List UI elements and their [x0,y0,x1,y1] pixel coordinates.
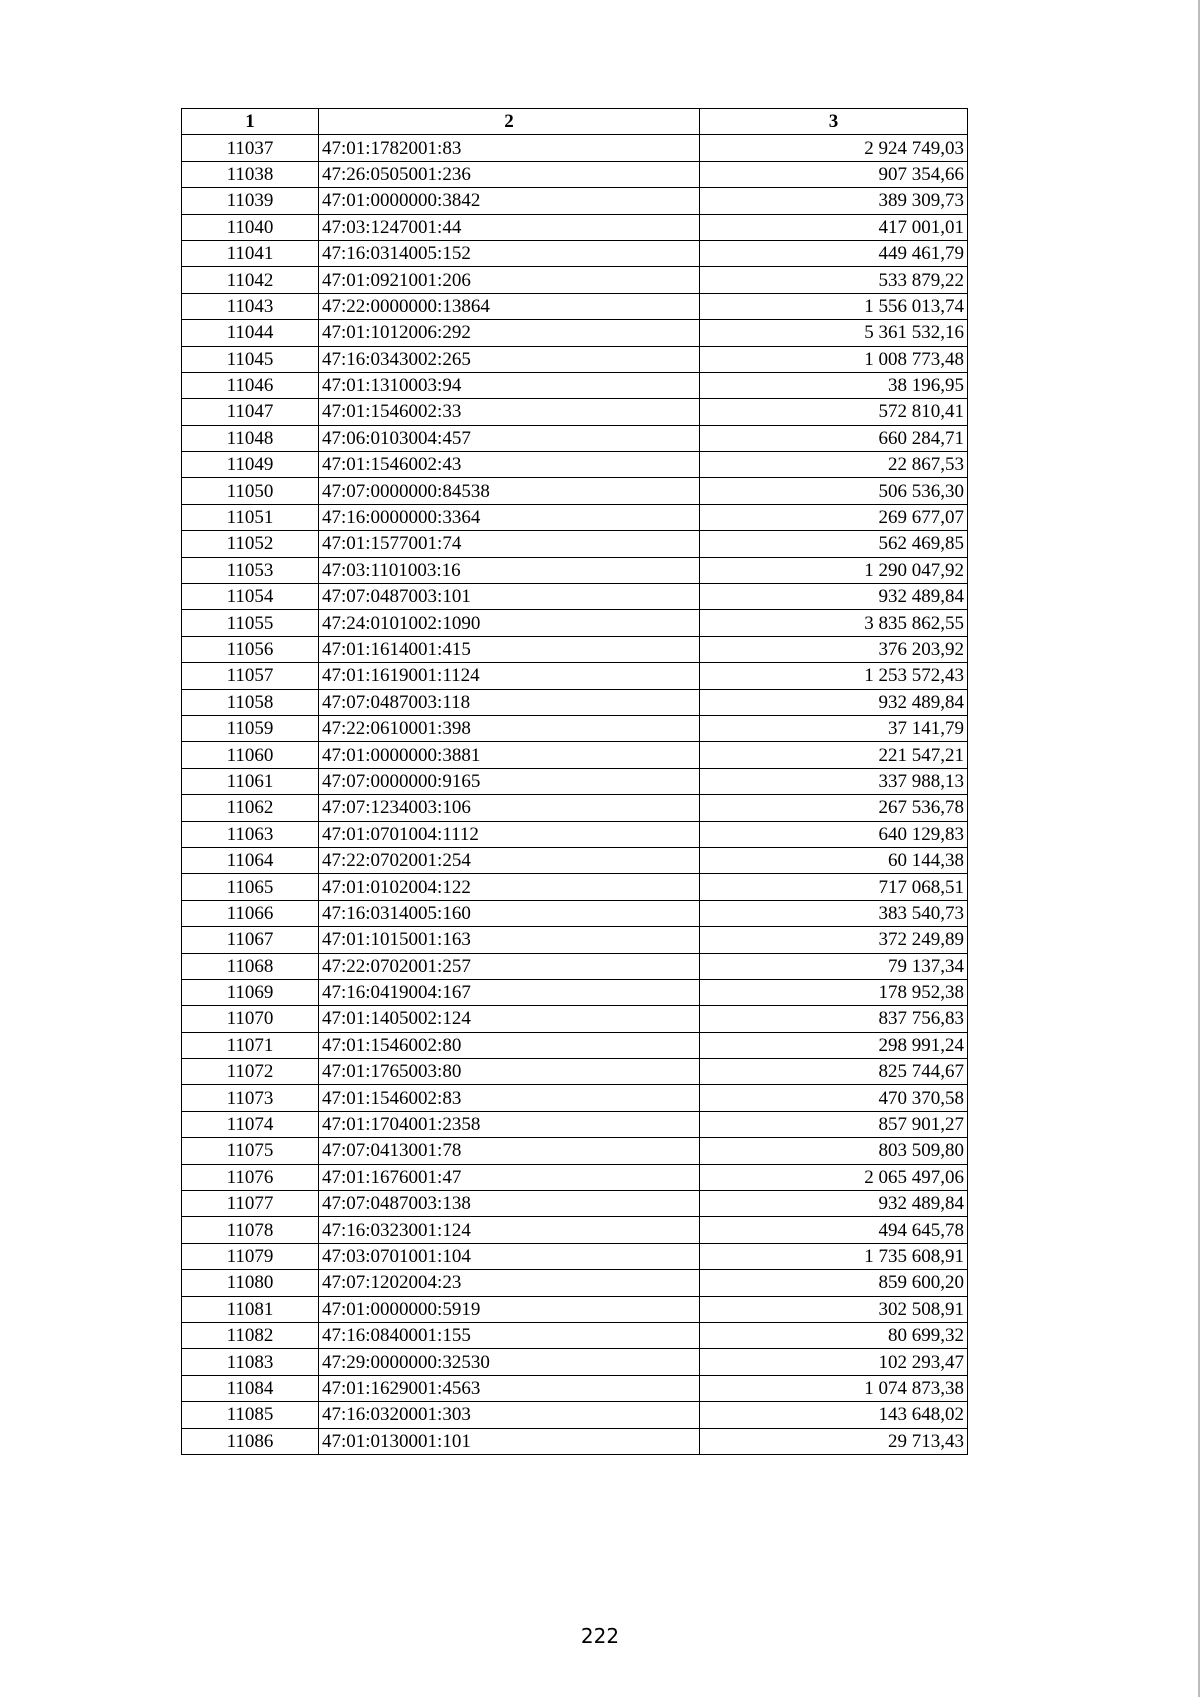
cadastral-value-cell: 803 509,80 [700,1138,968,1164]
cadastral-value-cell: 533 879,22 [700,267,968,293]
cadastral-value-cell: 857 901,27 [700,1111,968,1137]
table-row [182,1138,968,1164]
cadastral-number-cell: 47:07:0487003:101 [319,584,700,610]
row-number-cell: 11070 [182,1006,319,1032]
table-row [182,742,968,768]
cadastral-value-cell: 80 699,32 [700,1322,968,1348]
cadastral-value-cell: 29 713,43 [700,1428,968,1454]
table-row [182,188,968,214]
cadastral-value-cell: 269 677,07 [700,504,968,530]
cadastral-number-cell: 47:01:1629001:4563 [319,1375,700,1401]
cadastral-value-cell: 178 952,38 [700,979,968,1005]
cadastral-value-cell: 3 835 862,55 [700,610,968,636]
cadastral-value-cell: 143 648,02 [700,1402,968,1428]
cadastral-value-cell: 22 867,53 [700,452,968,478]
cadastral-value-cell: 389 309,73 [700,188,968,214]
row-number-cell: 11053 [182,557,319,583]
cadastral-number-cell: 47:07:0000000:9165 [319,768,700,794]
cadastral-value-cell: 1 556 013,74 [700,293,968,319]
cadastral-value-cell: 376 203,92 [700,636,968,662]
cadastral-number-cell: 47:01:0000000:5919 [319,1296,700,1322]
row-number-cell: 11041 [182,240,319,266]
table-row [182,900,968,926]
cadastral-number-cell: 47:22:0610001:398 [319,715,700,741]
cadastral-value-cell: 859 600,20 [700,1270,968,1296]
cadastral-value-cell: 1 290 047,92 [700,557,968,583]
row-number-cell: 11084 [182,1375,319,1401]
cadastral-number-cell: 47:16:0320001:303 [319,1402,700,1428]
cadastral-number-cell: 47:03:0701001:104 [319,1243,700,1269]
table-row [182,531,968,557]
cadastral-value-cell: 825 744,67 [700,1059,968,1085]
cadastral-value-cell: 267 536,78 [700,795,968,821]
cadastral-value-cell: 5 361 532,16 [700,320,968,346]
cadastral-number-cell: 47:07:1234003:106 [319,795,700,821]
table-row [182,557,968,583]
row-number-cell: 11056 [182,636,319,662]
row-number-cell: 11051 [182,504,319,530]
cadastral-number-cell: 47:22:0702001:254 [319,847,700,873]
table-row [182,1164,968,1190]
table-row [182,1349,968,1375]
cadastral-number-cell: 47:01:0000000:3842 [319,188,700,214]
cadastral-number-cell: 47:01:1546002:80 [319,1032,700,1058]
row-number-cell: 11066 [182,900,319,926]
cadastral-number-cell: 47:01:1619001:1124 [319,663,700,689]
table-row [182,927,968,953]
row-number-cell: 11073 [182,1085,319,1111]
cadastral-number-cell: 47:01:0701004:1112 [319,821,700,847]
cadastral-value-cell: 640 129,83 [700,821,968,847]
row-number-cell: 11071 [182,1032,319,1058]
row-number-cell: 11079 [182,1243,319,1269]
cadastral-number-cell: 47:16:0343002:265 [319,346,700,372]
cadastral-value-cell: 449 461,79 [700,240,968,266]
cadastral-number-cell: 47:03:1247001:44 [319,214,700,240]
cadastral-number-cell: 47:07:0487003:138 [319,1191,700,1217]
cadastral-number-cell: 47:03:1101003:16 [319,557,700,583]
cadastral-value-cell: 837 756,83 [700,1006,968,1032]
cadastral-number-cell: 47:16:0419004:167 [319,979,700,1005]
table-row [182,1032,968,1058]
row-number-cell: 11076 [182,1164,319,1190]
cadastral-value-cell: 2 924 749,03 [700,135,968,161]
cadastral-value-table [181,108,968,1455]
table-row [182,636,968,662]
table-row [182,874,968,900]
row-number-cell: 11075 [182,1138,319,1164]
cadastral-value-cell: 298 991,24 [700,1032,968,1058]
cadastral-value-cell: 2 065 497,06 [700,1164,968,1190]
row-number-cell: 11047 [182,399,319,425]
cadastral-number-cell: 47:16:0840001:155 [319,1322,700,1348]
cadastral-value-cell: 221 547,21 [700,742,968,768]
cadastral-number-cell: 47:01:0000000:3881 [319,742,700,768]
cadastral-value-cell: 562 469,85 [700,531,968,557]
row-number-cell: 11078 [182,1217,319,1243]
row-number-cell: 11049 [182,452,319,478]
table-row [182,768,968,794]
cadastral-number-cell: 47:24:0101002:1090 [319,610,700,636]
row-number-cell: 11040 [182,214,319,240]
table-row [182,135,968,161]
cadastral-number-cell: 47:26:0505001:236 [319,161,700,187]
header-col-2: 2 [319,109,700,135]
row-number-cell: 11060 [182,742,319,768]
cadastral-value-cell: 1 074 873,38 [700,1375,968,1401]
cadastral-value-cell: 907 354,66 [700,161,968,187]
table-row [182,1006,968,1032]
cadastral-number-cell: 47:01:1676001:47 [319,1164,700,1190]
row-number-cell: 11054 [182,584,319,610]
cadastral-value-cell: 79 137,34 [700,953,968,979]
cadastral-number-cell: 47:01:0921001:206 [319,267,700,293]
cadastral-value-cell: 383 540,73 [700,900,968,926]
table-row [182,1428,968,1454]
table-row [182,1375,968,1401]
row-number-cell: 11083 [182,1349,319,1375]
cadastral-value-cell: 102 293,47 [700,1349,968,1375]
row-number-cell: 11067 [182,927,319,953]
row-number-cell: 11038 [182,161,319,187]
header-col-1: 1 [182,109,319,135]
table-row [182,452,968,478]
cadastral-number-cell: 47:16:0323001:124 [319,1217,700,1243]
table-row [182,1402,968,1428]
table-row [182,1191,968,1217]
row-number-cell: 11081 [182,1296,319,1322]
cadastral-number-cell: 47:01:1310003:94 [319,372,700,398]
row-number-cell: 11043 [182,293,319,319]
cadastral-number-cell: 47:01:1405002:124 [319,1006,700,1032]
table-row [182,1243,968,1269]
row-number-cell: 11057 [182,663,319,689]
row-number-cell: 11064 [182,847,319,873]
cadastral-number-cell: 47:01:1765003:80 [319,1059,700,1085]
table-row [182,1270,968,1296]
table-row [182,267,968,293]
table-row [182,847,968,873]
cadastral-number-cell: 47:01:1546002:43 [319,452,700,478]
row-number-cell: 11062 [182,795,319,821]
table-header [182,109,968,135]
row-number-cell: 11044 [182,320,319,346]
cadastral-number-cell: 47:16:0314005:152 [319,240,700,266]
cadastral-number-cell: 47:01:0102004:122 [319,874,700,900]
table-row [182,320,968,346]
row-number-cell: 11086 [182,1428,319,1454]
row-number-cell: 11050 [182,478,319,504]
table-row [182,663,968,689]
table-row [182,1111,968,1137]
cadastral-number-cell: 47:07:1202004:23 [319,1270,700,1296]
cadastral-number-cell: 47:16:0000000:3364 [319,504,700,530]
table-row [182,346,968,372]
row-number-cell: 11063 [182,821,319,847]
table-row [182,821,968,847]
cadastral-value-cell: 60 144,38 [700,847,968,873]
table-row [182,372,968,398]
table-row [182,478,968,504]
cadastral-value-cell: 37 141,79 [700,715,968,741]
cadastral-value-cell: 494 645,78 [700,1217,968,1243]
cadastral-value-cell: 1 008 773,48 [700,346,968,372]
cadastral-number-cell: 47:16:0314005:160 [319,900,700,926]
row-number-cell: 11065 [182,874,319,900]
cadastral-number-cell: 47:01:1546002:33 [319,399,700,425]
row-number-cell: 11059 [182,715,319,741]
cadastral-value-cell: 470 370,58 [700,1085,968,1111]
cadastral-number-cell: 47:01:1614001:415 [319,636,700,662]
table-row [182,1059,968,1085]
cadastral-number-cell: 47:01:1577001:74 [319,531,700,557]
row-number-cell: 11069 [182,979,319,1005]
row-number-cell: 11045 [182,346,319,372]
row-number-cell: 11055 [182,610,319,636]
table-row [182,399,968,425]
cadastral-number-cell: 47:22:0000000:13864 [319,293,700,319]
cadastral-number-cell: 47:07:0487003:118 [319,689,700,715]
table-row [182,1296,968,1322]
table-row [182,584,968,610]
cadastral-number-cell: 47:01:0130001:101 [319,1428,700,1454]
cadastral-value-cell: 1 253 572,43 [700,663,968,689]
table-row [182,161,968,187]
row-number-cell: 11046 [182,372,319,398]
cadastral-number-cell: 47:22:0702001:257 [319,953,700,979]
table-row [182,1085,968,1111]
cadastral-value-cell: 932 489,84 [700,689,968,715]
cadastral-value-cell: 302 508,91 [700,1296,968,1322]
row-number-cell: 11039 [182,188,319,214]
table-row [182,979,968,1005]
cadastral-value-cell: 417 001,01 [700,214,968,240]
table-body [182,135,968,1455]
row-number-cell: 11048 [182,425,319,451]
row-number-cell: 11072 [182,1059,319,1085]
cadastral-number-cell: 47:07:0000000:84538 [319,478,700,504]
cadastral-value-cell: 38 196,95 [700,372,968,398]
cadastral-number-cell: 47:01:1704001:2358 [319,1111,700,1137]
row-number-cell: 11082 [182,1322,319,1348]
row-number-cell: 11074 [182,1111,319,1137]
table-row [182,795,968,821]
cadastral-number-cell: 47:01:1015001:163 [319,927,700,953]
table-row [182,715,968,741]
table-row [182,1322,968,1348]
row-number-cell: 11042 [182,267,319,293]
cadastral-value-cell: 572 810,41 [700,399,968,425]
cadastral-value-cell: 372 249,89 [700,927,968,953]
row-number-cell: 11037 [182,135,319,161]
table-row [182,240,968,266]
cadastral-value-cell: 1 735 608,91 [700,1243,968,1269]
table-row [182,689,968,715]
table-row [182,1217,968,1243]
cadastral-value-cell: 337 988,13 [700,768,968,794]
cadastral-number-cell: 47:01:1012006:292 [319,320,700,346]
cadastral-value-cell: 717 068,51 [700,874,968,900]
cadastral-number-cell: 47:01:1546002:83 [319,1085,700,1111]
cadastral-number-cell: 47:06:0103004:457 [319,425,700,451]
row-number-cell: 11061 [182,768,319,794]
row-number-cell: 11058 [182,689,319,715]
cadastral-value-cell: 506 536,30 [700,478,968,504]
table-row [182,504,968,530]
header-col-3: 3 [700,109,968,135]
table-row [182,953,968,979]
table-row [182,293,968,319]
cadastral-number-cell: 47:07:0413001:78 [319,1138,700,1164]
row-number-cell: 11077 [182,1191,319,1217]
row-number-cell: 11052 [182,531,319,557]
cadastral-number-cell: 47:29:0000000:32530 [319,1349,700,1375]
page-number: 222 [580,1624,620,1648]
row-number-cell: 11080 [182,1270,319,1296]
table-row [182,425,968,451]
row-number-cell: 11068 [182,953,319,979]
table-row [182,610,968,636]
cadastral-value-cell: 932 489,84 [700,584,968,610]
cadastral-value-cell: 660 284,71 [700,425,968,451]
row-number-cell: 11085 [182,1402,319,1428]
header-row [182,109,968,135]
table-row [182,214,968,240]
cadastral-value-cell: 932 489,84 [700,1191,968,1217]
cadastral-number-cell: 47:01:1782001:83 [319,135,700,161]
